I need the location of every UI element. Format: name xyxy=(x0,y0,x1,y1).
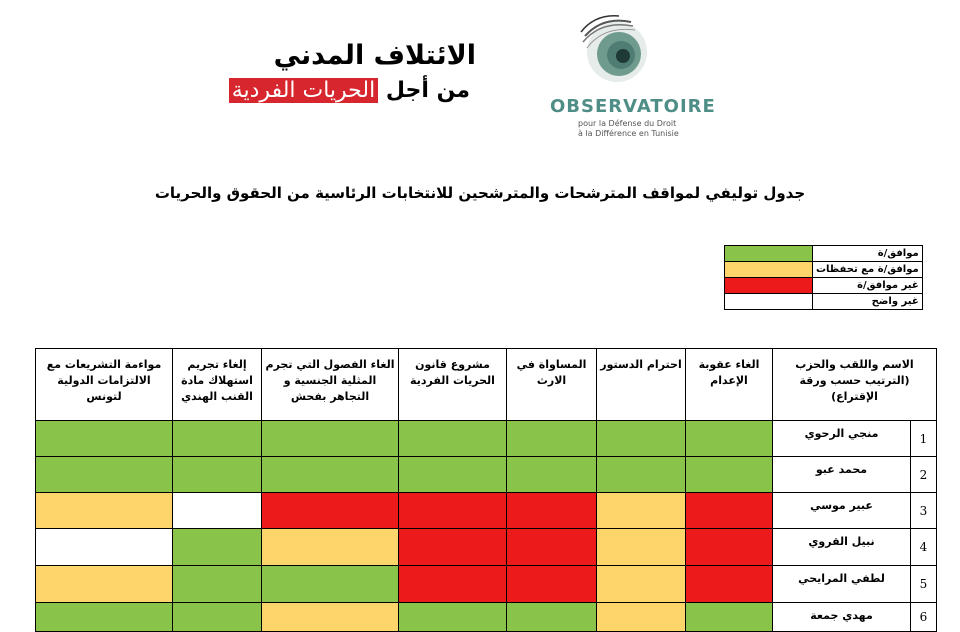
status-cell-white xyxy=(36,529,173,566)
row-number: 2 xyxy=(911,457,937,493)
status-cell-yellow xyxy=(597,603,686,632)
status-cell-green xyxy=(399,457,507,493)
legend-item xyxy=(725,278,923,294)
table-row xyxy=(36,566,937,603)
status-cell-green xyxy=(173,457,262,493)
table-row xyxy=(36,421,937,457)
status-cell-green xyxy=(173,421,262,457)
status-cell-yellow xyxy=(597,566,686,603)
coalition-logo-line2 xyxy=(229,78,470,103)
positions-table xyxy=(35,348,937,632)
name-header-line1: الاسم واللقب والحزب xyxy=(795,358,914,371)
status-cell-green xyxy=(686,457,773,493)
status-cell-yellow xyxy=(262,603,399,632)
status-cell-red xyxy=(686,529,773,566)
table-row xyxy=(36,493,937,529)
table-row xyxy=(36,457,937,493)
status-cell-red xyxy=(507,529,597,566)
legend-item xyxy=(725,262,923,278)
status-cell-green xyxy=(173,603,262,632)
status-cell-red xyxy=(399,529,507,566)
name-header-line2: (الترتيب حسب ورقة الإقتراع) xyxy=(799,374,910,403)
status-cell-green xyxy=(507,603,597,632)
status-cell-green xyxy=(36,603,173,632)
candidate-name: لطفي المرايحي xyxy=(773,566,911,603)
status-cell-red xyxy=(507,493,597,529)
candidate-name: عبير موسي xyxy=(773,493,911,529)
status-cell-green xyxy=(36,421,173,457)
legend-label: غير موافق/ة xyxy=(813,278,923,294)
row-number: 4 xyxy=(911,529,937,566)
status-cell-red xyxy=(507,566,597,603)
column-header: احترام الدستور xyxy=(597,349,686,421)
legend-label: موافق/ة xyxy=(813,246,923,262)
coalition-logo xyxy=(231,40,488,120)
status-cell-white xyxy=(173,493,262,529)
status-cell-red xyxy=(399,493,507,529)
status-cell-green xyxy=(597,421,686,457)
candidate-name: محمد عبو xyxy=(773,457,911,493)
observatoire-name: OBSERVATOIRE xyxy=(550,96,716,117)
legend-item xyxy=(725,246,923,262)
column-header: المساواة في الارث xyxy=(507,349,597,421)
row-number: 3 xyxy=(911,493,937,529)
legend-swatch-red xyxy=(725,278,813,294)
eye-icon xyxy=(573,12,653,92)
status-cell-green xyxy=(36,457,173,493)
column-header: مواءمة التشريعات مع الالتزامات الدولية لتونس xyxy=(36,349,173,421)
page-title: جدول توليفي لمواقف المترشحات والمترشحين للانتخابات الرئاسية من الحقوق والحريات xyxy=(154,184,806,202)
status-cell-red xyxy=(399,566,507,603)
legend-swatch-yellow xyxy=(725,262,813,278)
table-row xyxy=(36,603,937,632)
legend-swatch-white xyxy=(725,294,813,310)
candidate-name: مهدي جمعة xyxy=(773,603,911,632)
status-cell-yellow xyxy=(597,493,686,529)
status-cell-red xyxy=(262,493,399,529)
status-cell-green xyxy=(686,421,773,457)
column-header: مشروع قانون الحريات الفردية xyxy=(399,349,507,421)
status-cell-yellow xyxy=(36,493,173,529)
row-number: 6 xyxy=(911,603,937,632)
candidate-name: نبيل القروي xyxy=(773,529,911,566)
coalition-logo-prefix: من أجل xyxy=(385,78,470,103)
legend-item xyxy=(725,294,923,310)
table-row xyxy=(36,529,937,566)
coalition-logo-line1: الائتلاف المدني xyxy=(273,40,476,71)
legend-label: موافق/ة مع تحفظات xyxy=(813,262,923,278)
observatoire-subtitle-1: pour la Défense du Droit xyxy=(578,119,677,128)
status-cell-green xyxy=(686,603,773,632)
legend xyxy=(724,245,923,310)
status-cell-green xyxy=(262,457,399,493)
status-cell-green xyxy=(173,529,262,566)
legend-label: غير واضح xyxy=(813,294,923,310)
column-header-name xyxy=(773,349,937,421)
status-cell-yellow xyxy=(36,566,173,603)
observatoire-logo xyxy=(548,12,716,142)
status-cell-green xyxy=(262,421,399,457)
status-cell-green xyxy=(507,421,597,457)
table-header-row xyxy=(36,349,937,421)
column-header: إلغاء تجريم استهلاك مادة القنب الهندي xyxy=(173,349,262,421)
column-header: الغاء عقوبة الإعدام xyxy=(686,349,773,421)
status-cell-green xyxy=(399,603,507,632)
status-cell-yellow xyxy=(262,529,399,566)
status-cell-green xyxy=(507,457,597,493)
status-cell-green xyxy=(597,457,686,493)
status-cell-red xyxy=(686,566,773,603)
coalition-logo-highlight: الحريات الفردية xyxy=(229,78,378,103)
status-cell-green xyxy=(399,421,507,457)
row-number: 5 xyxy=(911,566,937,603)
status-cell-yellow xyxy=(597,529,686,566)
legend-swatch-green xyxy=(725,246,813,262)
row-number: 1 xyxy=(911,421,937,457)
observatoire-subtitle-2: à la Différence en Tunisie xyxy=(578,129,679,138)
candidate-name: منجي الرحوي xyxy=(773,421,911,457)
status-cell-red xyxy=(686,493,773,529)
status-cell-green xyxy=(262,566,399,603)
column-header: الغاء الفصول التي تجرم المثلية الجنسية و التجاهر بفحش xyxy=(262,349,399,421)
status-cell-green xyxy=(173,566,262,603)
